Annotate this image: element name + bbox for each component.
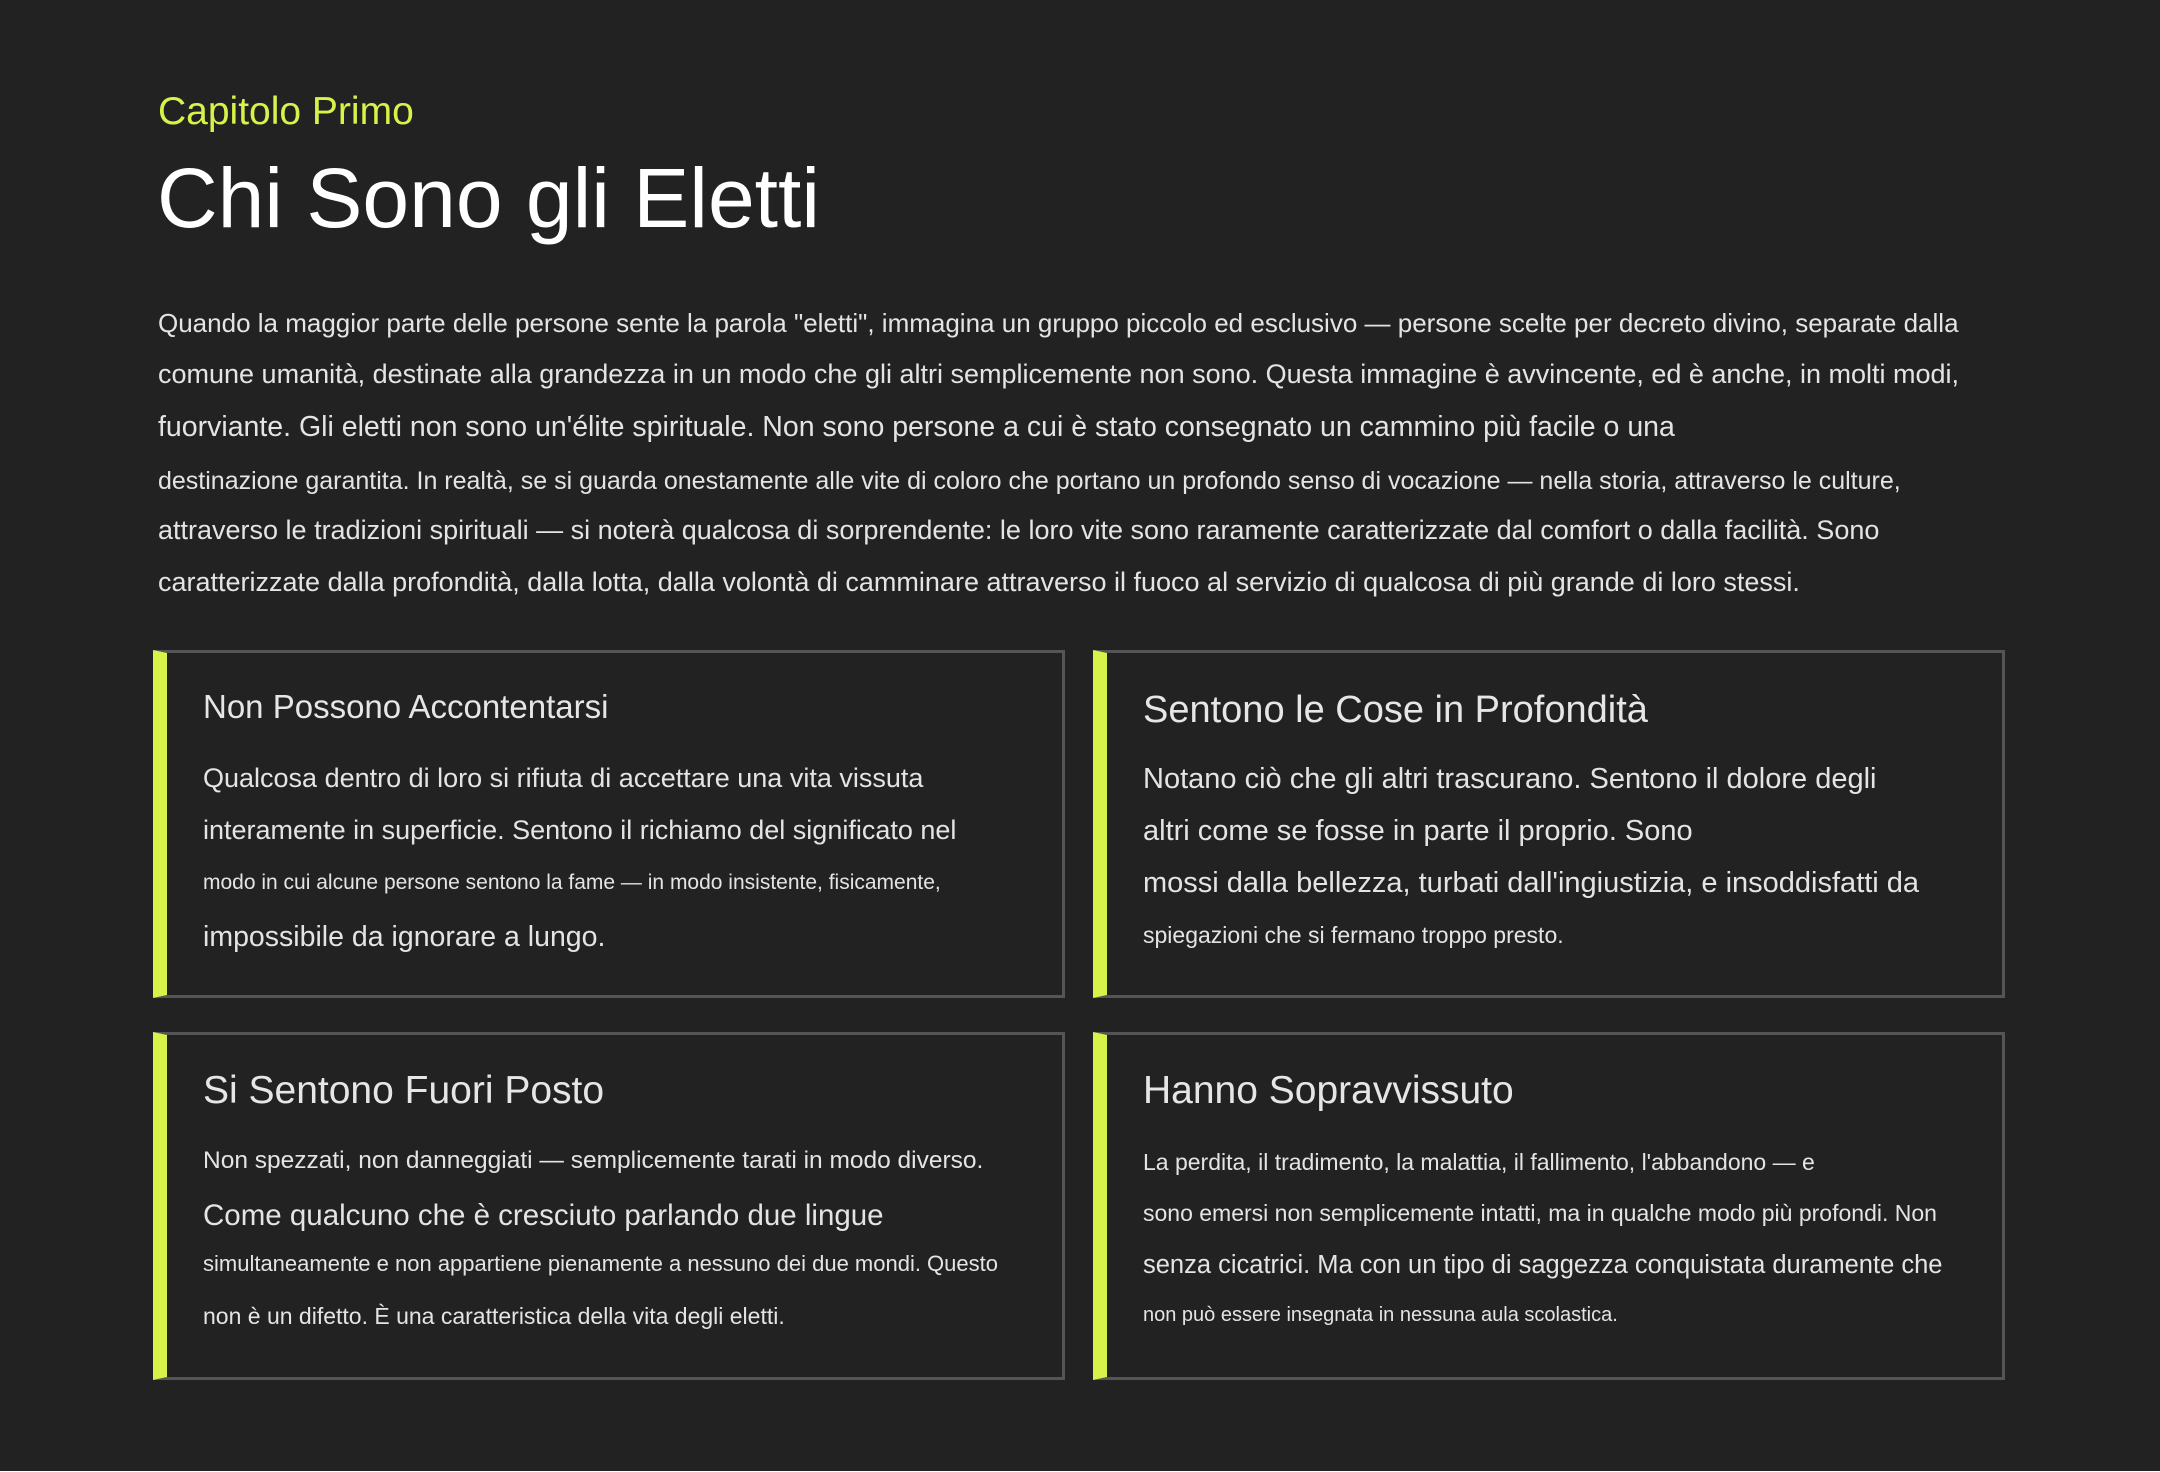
- card-line: impossibile da ignorare a lungo.: [203, 921, 606, 953]
- card-title: Hanno Sopravvissuto: [1143, 1069, 1514, 1112]
- card-line: modo in cui alcune persone sentono la fame — in modo insistente, fisicamente,: [203, 871, 941, 894]
- card-line: spiegazioni che si fermano troppo presto.: [1143, 922, 1564, 948]
- card-line: altri come se fosse in parte il proprio. Sono: [1143, 815, 1693, 847]
- card-title: Si Sentono Fuori Posto: [203, 1069, 605, 1112]
- card-line: Come qualcuno che è cresciuto parlando due lingue: [203, 1199, 884, 1232]
- card-survived: [1093, 1032, 2005, 1380]
- card-line: non può essere insegnata in nessuna aula scolastica.: [1143, 1304, 1618, 1326]
- card-line: Non spezzati, non danneggiati — semplicemente tarati in modo diverso.: [203, 1147, 984, 1174]
- intro-line: comune umanità, destinate alla grandezza in un modo che gli altri semplicemente non sono. Questa immagine è avvincente, ed è anche, in molti modi,: [158, 359, 1960, 389]
- card-line: Notano ciò che gli altri trascurano. Sentono il dolore degli: [1143, 763, 1877, 795]
- chapter-label: Capitolo Primo: [158, 90, 414, 133]
- card-feel-deeply: [1093, 650, 2005, 998]
- card-title: Non Possono Accontentarsi: [203, 688, 609, 725]
- card-line: interamente in superficie. Sentono il richiamo del significato nel: [203, 815, 957, 845]
- intro-line: attraverso le tradizioni spirituali — si noterà qualcosa di sorprendente: le loro vite sono raramente caratterizzate dal comfort o dalla facilità. Sono: [158, 515, 1880, 545]
- card-out-of-place: [153, 1032, 1065, 1380]
- card-line: senza cicatrici. Ma con un tipo di saggezza conquistata duramente che: [1143, 1251, 1943, 1279]
- card-line: sono emersi non semplicemente intatti, ma in qualche modo più profondi. Non: [1143, 1200, 1937, 1226]
- card-line: La perdita, il tradimento, la malattia, il fallimento, l'abbandono — e: [1143, 1149, 1815, 1175]
- card-line: non è un difetto. È una caratteristica della vita degli eletti.: [203, 1303, 785, 1329]
- card-title: Sentono le Cose in Profondità: [1143, 689, 1648, 731]
- intro-line: fuorviante. Gli eletti non sono un'élite spirituale. Non sono persone a cui è stato consegnato un cammino più facile o una: [158, 411, 1675, 443]
- intro-line: caratterizzate dalla profondità, dalla lotta, dalla volontà di camminare attraverso il fuoco al servizio di qualcosa di più grande di loro stessi.: [158, 567, 1800, 597]
- card-cannot-settle: [153, 650, 1065, 998]
- card-line: Qualcosa dentro di loro si rifiuta di accettare una vita vissuta: [203, 763, 924, 793]
- intro-line: Quando la maggior parte delle persone sente la parola "eletti", immagina un gruppo piccolo ed esclusivo — persone scelte per decreto divino, separate dalla: [158, 308, 1959, 338]
- chapter-title: Chi Sono gli Eletti: [157, 151, 821, 245]
- intro-line: destinazione garantita. In realtà, se si guarda onestamente alle vite di coloro che portano un profondo senso di vocazione — nella storia, attraverso le culture,: [158, 467, 1901, 495]
- card-line: mossi dalla bellezza, turbati dall'ingiustizia, e insoddisfatti da: [1143, 867, 1920, 899]
- card-line: simultaneamente e non appartiene pienamente a nessuno dei due mondi. Questo: [203, 1251, 998, 1276]
